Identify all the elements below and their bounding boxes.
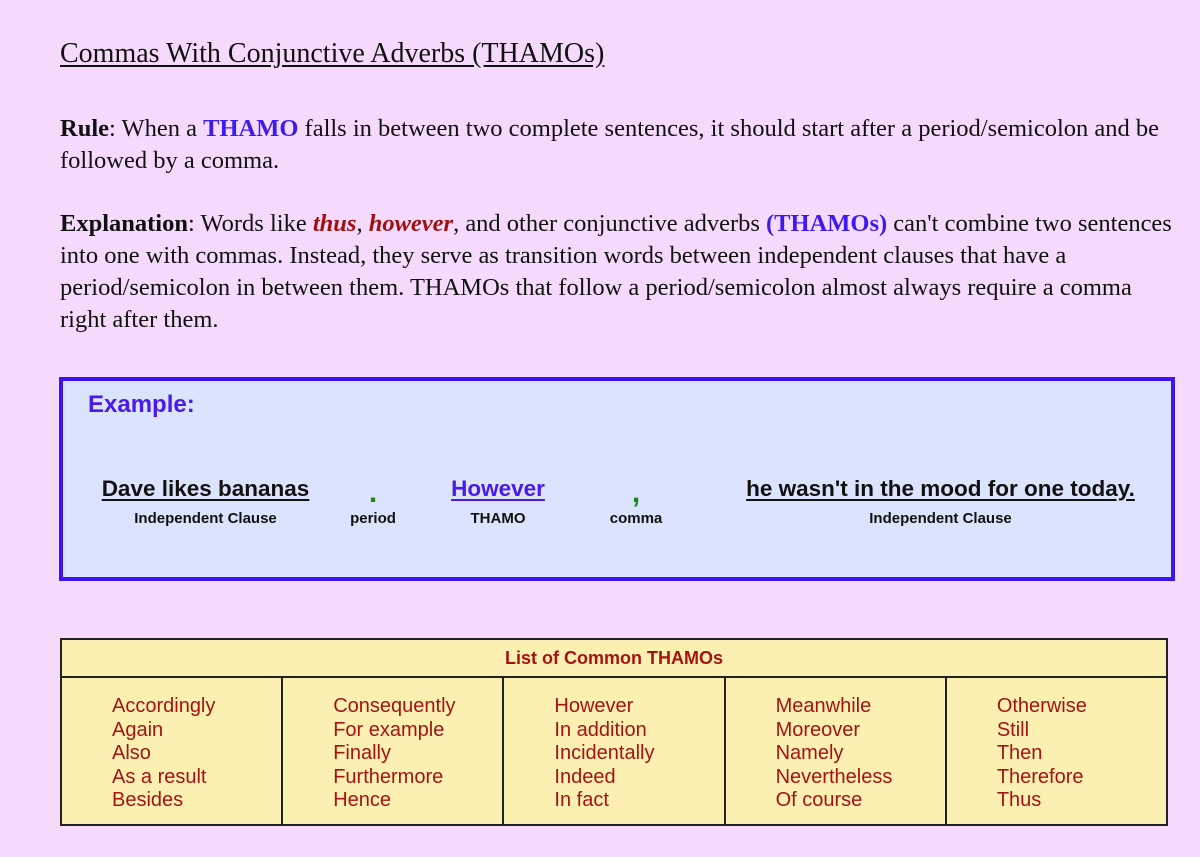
- rule-keyword: THAMO: [203, 115, 299, 142]
- thamo-item: Indeed: [554, 765, 616, 788]
- thamo-item: Also: [112, 742, 151, 764]
- example-clause-2: [718, 476, 1163, 527]
- thamo-list-table: [60, 638, 1168, 826]
- example-clause-1-label: Independent Clause: [134, 510, 277, 527]
- example-comma: [596, 476, 676, 527]
- thamo-column-5: [947, 678, 1166, 826]
- example-box: [59, 377, 1175, 581]
- thamo-item: Still: [996, 718, 1030, 741]
- explanation-label: Explanation: [60, 210, 188, 237]
- rule-colon: : When a: [109, 115, 204, 142]
- thamo-column-2: [283, 678, 504, 826]
- thamo-column-3: [504, 678, 725, 826]
- example-period-label: period: [350, 510, 396, 527]
- example-thamo-text: However: [451, 476, 545, 501]
- thamo-item: Then: [996, 742, 1043, 764]
- page-title: Commas With Conjunctive Adverbs (THAMOs): [60, 38, 605, 69]
- thamo-item: Otherwise: [996, 695, 1087, 717]
- example-clause-1: [88, 476, 323, 527]
- thamo-column-1: [62, 678, 283, 826]
- example-thamo: [433, 476, 563, 527]
- thamo-item: Nevertheless: [775, 765, 893, 788]
- thamo-item: Hence: [333, 789, 392, 811]
- thamo-item: For example: [333, 718, 445, 741]
- example-comma-mark: ,: [631, 476, 641, 509]
- thamo-item: Consequently: [333, 695, 456, 717]
- example-comma-label: comma: [609, 510, 663, 527]
- rule-text: falls in between two complete sentences, it should start after a period/semicolon and be followed by a comma.: [60, 115, 1160, 174]
- example-clause-2-text: he wasn't in the mood for one today.: [746, 476, 1135, 501]
- explanation-text-4: can't combine two sentences into one with commas. Instead, they serve as transition words between independent clauses that have a period/semicolon in between them. THAMOs that follow a period/semicolon almost always require a comma right after them.: [60, 210, 1172, 333]
- thamo-item: However: [554, 695, 634, 717]
- thamo-item: Furthermore: [333, 765, 444, 788]
- explanation-text-3: , and other conjunctive adverbs: [453, 210, 767, 237]
- thamo-item: Besides: [112, 789, 184, 811]
- example-clause-2-label: Independent Clause: [869, 510, 1012, 527]
- thamo-item: Again: [112, 718, 164, 741]
- explanation-text-1: : Words like: [188, 210, 313, 237]
- example-period: [333, 476, 413, 527]
- example-clause-1-text: Dave likes bananas: [101, 476, 310, 501]
- thamo-item: Meanwhile: [775, 695, 872, 717]
- thamo-item: Moreover: [775, 718, 861, 741]
- thamo-item: Accordingly: [112, 695, 216, 717]
- thamo-item: Of course: [775, 789, 863, 811]
- thamo-column-4: [726, 678, 947, 826]
- explanation-word-however: however: [368, 210, 454, 237]
- thamo-item: Incidentally: [554, 742, 655, 764]
- example-period-mark: .: [368, 476, 378, 509]
- thamo-list-heading: List of Common THAMOs: [62, 640, 1166, 678]
- thamo-item: Namely: [775, 742, 844, 764]
- thamo-item: As a result: [112, 765, 207, 788]
- rule-paragraph: [60, 113, 1175, 177]
- explanation-text-2: ,: [356, 210, 369, 237]
- explanation-paragraph: [60, 208, 1175, 336]
- rule-label: Rule: [60, 115, 109, 142]
- example-thamo-label: THAMO: [470, 510, 526, 527]
- thamo-item: Therefore: [996, 765, 1084, 788]
- example-label: Example:: [88, 391, 195, 418]
- thamo-item: Finally: [333, 742, 391, 764]
- thamo-item: In addition: [554, 718, 647, 741]
- thamo-item: Thus: [996, 789, 1042, 811]
- explanation-abbr: (THAMOs): [766, 210, 888, 237]
- explanation-word-thus: thus: [312, 210, 357, 237]
- thamo-item: In fact: [554, 789, 609, 811]
